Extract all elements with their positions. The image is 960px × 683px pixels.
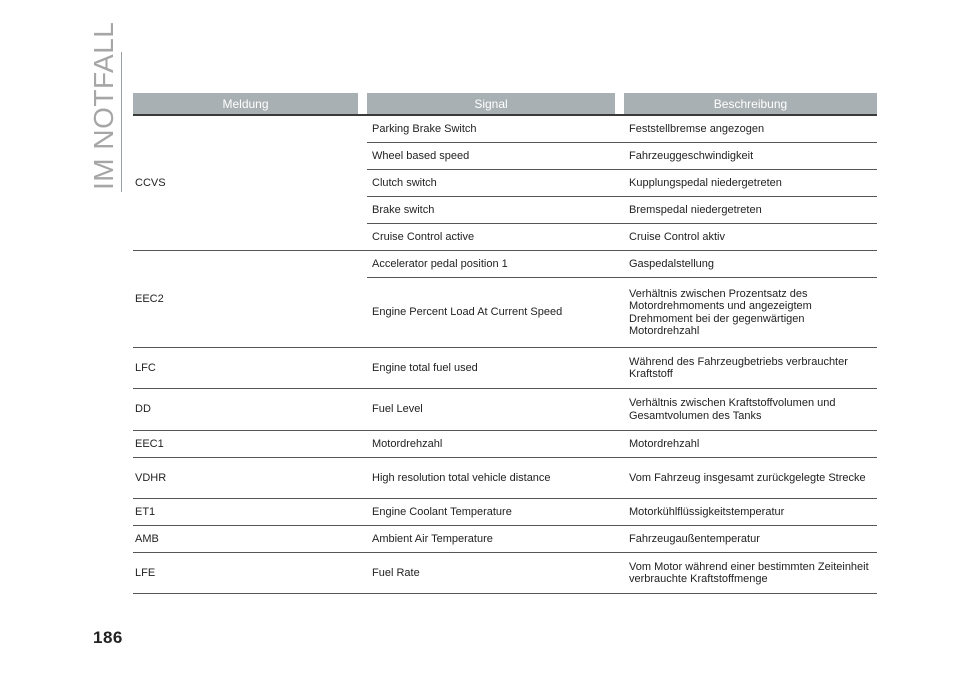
description-cell: Fahrzeugaußentemperatur [624,526,877,553]
header-gap [358,93,367,116]
table-row [133,431,877,458]
description-cell: Gaspedalstellung [624,251,877,278]
message-cell: AMB [133,526,358,553]
table-row [133,499,877,526]
chapter-divider [121,52,122,192]
message-cell: LFC [133,348,358,389]
signal-cell: Engine Coolant Temperature [367,499,615,526]
description-cell: Kupplungspedal niedergetreten [624,170,877,197]
table-row [133,389,877,431]
table-row [133,526,877,553]
description-cell: Während des Fahrzeugbetriebs verbrauchter Kraftstoff [624,348,877,389]
table-row [133,348,877,389]
header-message: Meldung [133,93,358,116]
description-cell: Cruise Control aktiv [624,224,877,251]
table-row [133,458,877,499]
description-cell: Vom Motor während einer bestimmten Zeiteinheit verbrauchte Kraftstoffmenge [624,553,877,594]
page-number: 186 [93,628,123,647]
table-row [133,251,877,278]
signal-cell: Brake switch [367,197,615,224]
description-cell: Verhältnis zwischen Kraftstoffvolumen und Gesamtvolumen des Tanks [624,389,877,431]
table-row [133,553,877,594]
message-cell: CCVS [133,116,358,251]
signal-cell: Motordrehzahl [367,431,615,458]
header-description: Beschreibung [624,93,877,116]
signal-cell: Ambient Air Temperature [367,526,615,553]
signal-cell: Wheel based speed [367,143,615,170]
message-cell: ET1 [133,499,358,526]
description-cell: Fahrzeuggeschwindigkeit [624,143,877,170]
chapter-title [80,21,120,192]
description-cell: Motordrehzahl [624,431,877,458]
description-cell: Bremspedal niedergetreten [624,197,877,224]
signal-cell: Engine total fuel used [367,348,615,389]
signal-cell: Parking Brake Switch [367,116,615,143]
signal-cell: Accelerator pedal position 1 [367,251,615,278]
signal-cell: High resolution total vehicle distance [367,458,615,499]
signal-cell: Fuel Rate [367,553,615,594]
header-signal: Signal [367,93,615,116]
description-cell: Feststellbremse angezogen [624,116,877,143]
description-cell: Motorkühlflüssigkeitstemperatur [624,499,877,526]
signal-table [133,93,877,594]
signal-cell: Fuel Level [367,389,615,431]
message-cell: DD [133,389,358,431]
signal-cell: Cruise Control active [367,224,615,251]
message-cell: LFE [133,553,358,594]
message-cell: EEC1 [133,431,358,458]
description-cell: Verhältnis zwischen Prozentsatz des Motordrehmoments und angezeigtem Drehmoment bei der gegenwärtigen Motordrehzahl [624,278,877,348]
table-row [133,116,877,143]
description-cell: Vom Fahrzeug insgesamt zurückgelegte Strecke [624,458,877,499]
message-cell: VDHR [133,458,358,499]
chapter-title-text: IM NOTFALL [88,21,119,190]
signal-cell: Clutch switch [367,170,615,197]
header-gap [615,93,624,116]
signal-cell: Engine Percent Load At Current Speed [367,278,615,348]
table-header-row [133,93,877,116]
message-cell: EEC2 [133,251,358,348]
